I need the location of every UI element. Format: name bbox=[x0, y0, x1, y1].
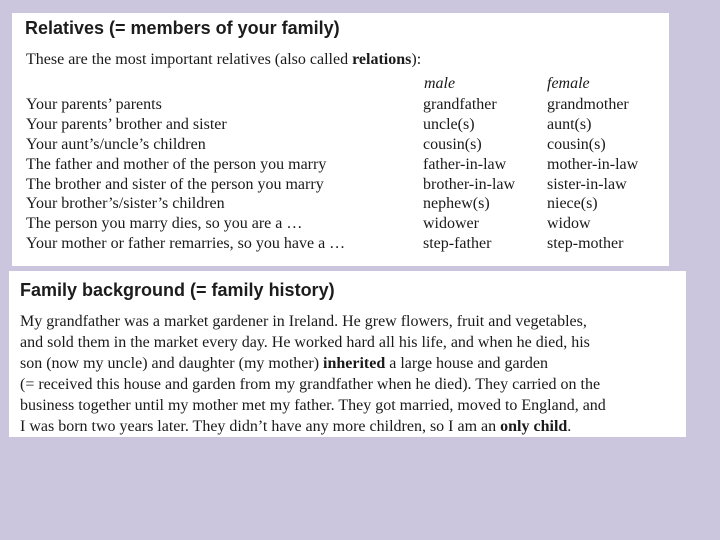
row-description: Your parents’ brother and sister bbox=[26, 115, 227, 133]
table-row bbox=[26, 215, 666, 235]
row-female-term: aunt(s) bbox=[547, 115, 592, 133]
table-row bbox=[26, 176, 666, 196]
line-text: . bbox=[567, 418, 572, 435]
family-background-heading: Family background (= family history) bbox=[20, 280, 335, 300]
table-row bbox=[26, 195, 666, 215]
row-female-term: mother-in-law bbox=[547, 155, 639, 173]
table-row bbox=[26, 235, 666, 255]
row-male-term: widower bbox=[423, 215, 479, 233]
paragraph-line: business together until my mother met my father. They got married, moved to England, and bbox=[20, 397, 606, 414]
line-text: a large house and garden bbox=[385, 355, 548, 372]
row-male-term: uncle(s) bbox=[423, 115, 475, 133]
row-description: The person you marry dies, so you are a … bbox=[26, 215, 303, 233]
row-female-term: cousin(s) bbox=[547, 135, 606, 153]
paragraph-line: (= received this house and garden from my grandfather when he died). They carried on the bbox=[20, 376, 601, 393]
row-male-term: grandfather bbox=[423, 96, 497, 113]
row-male-term: father-in-law bbox=[423, 155, 507, 173]
line-text: I was born two years later. They didn’t have any more children, so I am an bbox=[20, 418, 501, 435]
paragraph-line: and sold them in the market every day. He worked hard all his life, and when he died, his bbox=[20, 334, 590, 351]
family-background-panel bbox=[9, 271, 686, 437]
row-female-term: widow bbox=[547, 215, 591, 233]
relatives-intro bbox=[26, 51, 421, 69]
intro-text: These are the most important relatives (also called bbox=[26, 51, 353, 68]
row-female-term: niece(s) bbox=[547, 195, 598, 213]
table-row bbox=[26, 156, 666, 176]
paragraph-line bbox=[20, 353, 680, 374]
bold-term-only-child: only child bbox=[500, 418, 568, 435]
intro-bold-term: relations bbox=[352, 51, 412, 68]
row-male-term: step-father bbox=[423, 235, 492, 253]
row-male-term: nephew(s) bbox=[423, 195, 490, 213]
relatives-panel bbox=[12, 13, 669, 266]
row-female-term: sister-in-law bbox=[547, 175, 627, 193]
family-background-paragraph bbox=[20, 311, 680, 437]
paragraph-line: My grandfather was a market gardener in Ireland. He grew flowers, fruit and vegetables, bbox=[20, 313, 587, 330]
table-row bbox=[26, 116, 666, 136]
paragraph-line bbox=[20, 416, 680, 437]
female-column-header: female bbox=[547, 75, 590, 92]
row-description: The brother and sister of the person you marry bbox=[26, 175, 324, 193]
row-female-term: step-mother bbox=[547, 235, 624, 253]
relatives-heading: Relatives (= members of your family) bbox=[25, 18, 340, 38]
row-description: Your parents’ parents bbox=[26, 96, 162, 113]
table-row bbox=[26, 136, 666, 156]
row-description: Your brother’s/sister’s children bbox=[26, 195, 225, 213]
row-description: Your aunt’s/uncle’s children bbox=[26, 135, 206, 153]
row-description: Your mother or father remarries, so you have a … bbox=[26, 235, 346, 253]
table-row bbox=[26, 96, 666, 116]
bold-term-inherited: inherited bbox=[323, 355, 386, 372]
row-male-term: cousin(s) bbox=[423, 135, 482, 153]
row-male-term: brother-in-law bbox=[423, 175, 516, 193]
row-description: The father and mother of the person you marry bbox=[26, 155, 327, 173]
intro-suffix: ): bbox=[411, 51, 422, 68]
male-column-header: male bbox=[424, 75, 456, 92]
line-text: son (now my uncle) and daughter (my mother) bbox=[20, 355, 324, 372]
row-female-term: grandmother bbox=[547, 96, 629, 113]
relatives-table bbox=[26, 96, 666, 255]
